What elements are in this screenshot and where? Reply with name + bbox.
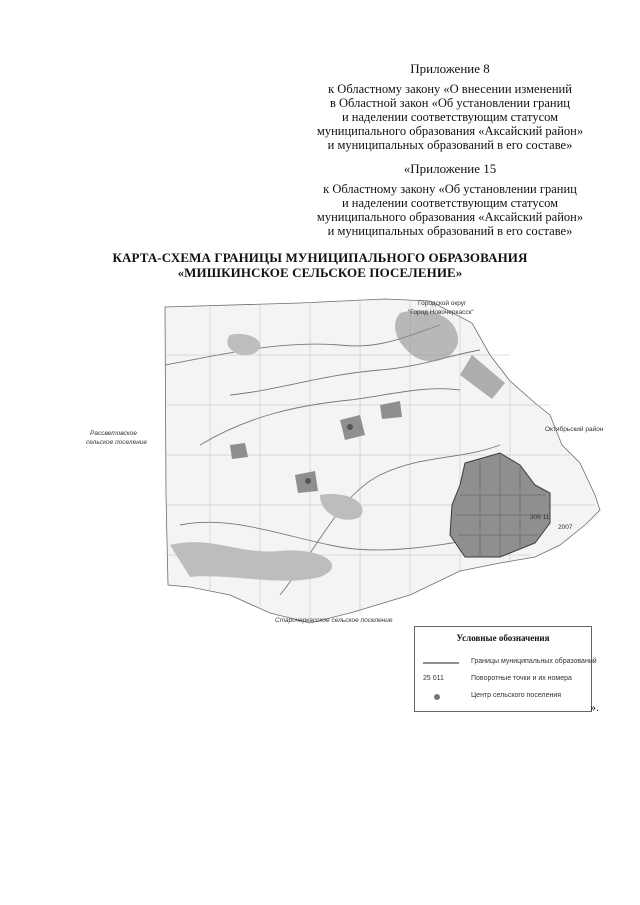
appendix-8-line: к Областному закону «О внесении изменений: [328, 82, 572, 96]
boundary-map: [80, 295, 610, 635]
appendix-8-line: и наделении соответствующим статусом: [341, 110, 559, 124]
appendix-15-lines: [300, 182, 600, 238]
appendix-8-block: [300, 62, 600, 152]
title-line-2: «МИШКИНСКОЕ СЕЛЬСКОЕ ПОСЕЛЕНИЕ»: [177, 265, 463, 280]
settlement-center-marker: [305, 478, 311, 484]
rassvet-settlement-label-2: сельское поселение: [86, 439, 148, 446]
city-district-label: Городской округ: [418, 300, 467, 307]
appendix-15-block: [300, 162, 600, 238]
appendix-15-line: к Областному закону «Об установлении границ: [323, 182, 577, 196]
appendix-15-line: и наделении соответствующим статусом: [341, 196, 559, 210]
legend-item-label: Центр сельского поселения: [471, 692, 562, 699]
appendix-8-lines: [300, 82, 600, 152]
settlement-center-marker: [347, 424, 353, 430]
legend-item-label: Поворотные точки и их номера: [471, 675, 572, 682]
appendix-15-line: и муниципальных образований в его составе»: [327, 224, 573, 238]
appendix-8-line: муниципального образования «Аксайский район»: [316, 124, 584, 138]
appendix-15-heading: «Приложение 15: [403, 161, 497, 176]
turning-point-label: 306 11: [530, 514, 550, 521]
page-title: [60, 250, 580, 280]
map-terrain: [165, 299, 600, 623]
rassvet-settlement-label-1: Рассветовское: [90, 430, 137, 437]
appendix-8-line: в Областной закон «Об установлении границ: [329, 96, 570, 110]
title-line-1: КАРТА-СХЕМА ГРАНИЦЫ МУНИЦИПАЛЬНОГО ОБРАЗОВАНИЯ: [112, 250, 528, 265]
city-district-name-label: "Город Новочеркасск": [408, 309, 474, 316]
boundary-line-icon: [423, 659, 459, 667]
oktyabrsky-district-label: Октябрьский район: [545, 426, 604, 433]
legend-item-turning-points: [421, 674, 587, 686]
appendix-8-heading: Приложение 8: [410, 61, 490, 76]
settlement-center-icon: [423, 693, 459, 701]
legend-item-label: Границы муниципальных образований: [471, 658, 597, 665]
legend-item-center: [421, 691, 587, 703]
turning-point-label: 2007: [558, 524, 573, 531]
starocherkassk-settlement-label: Старочеркасское сельское поселение: [275, 617, 393, 624]
turning-point-number-icon: 25 011: [423, 675, 444, 682]
legend-item-boundary: [421, 657, 597, 669]
closing-quote-mark: ».: [590, 700, 599, 714]
appendix-15-line: муниципального образования «Аксайский район»: [316, 210, 584, 224]
map-legend: [414, 626, 597, 712]
legend-title: Условные обозначения: [456, 633, 550, 643]
appendix-8-line: и муниципальных образований в его составе»: [327, 138, 573, 152]
